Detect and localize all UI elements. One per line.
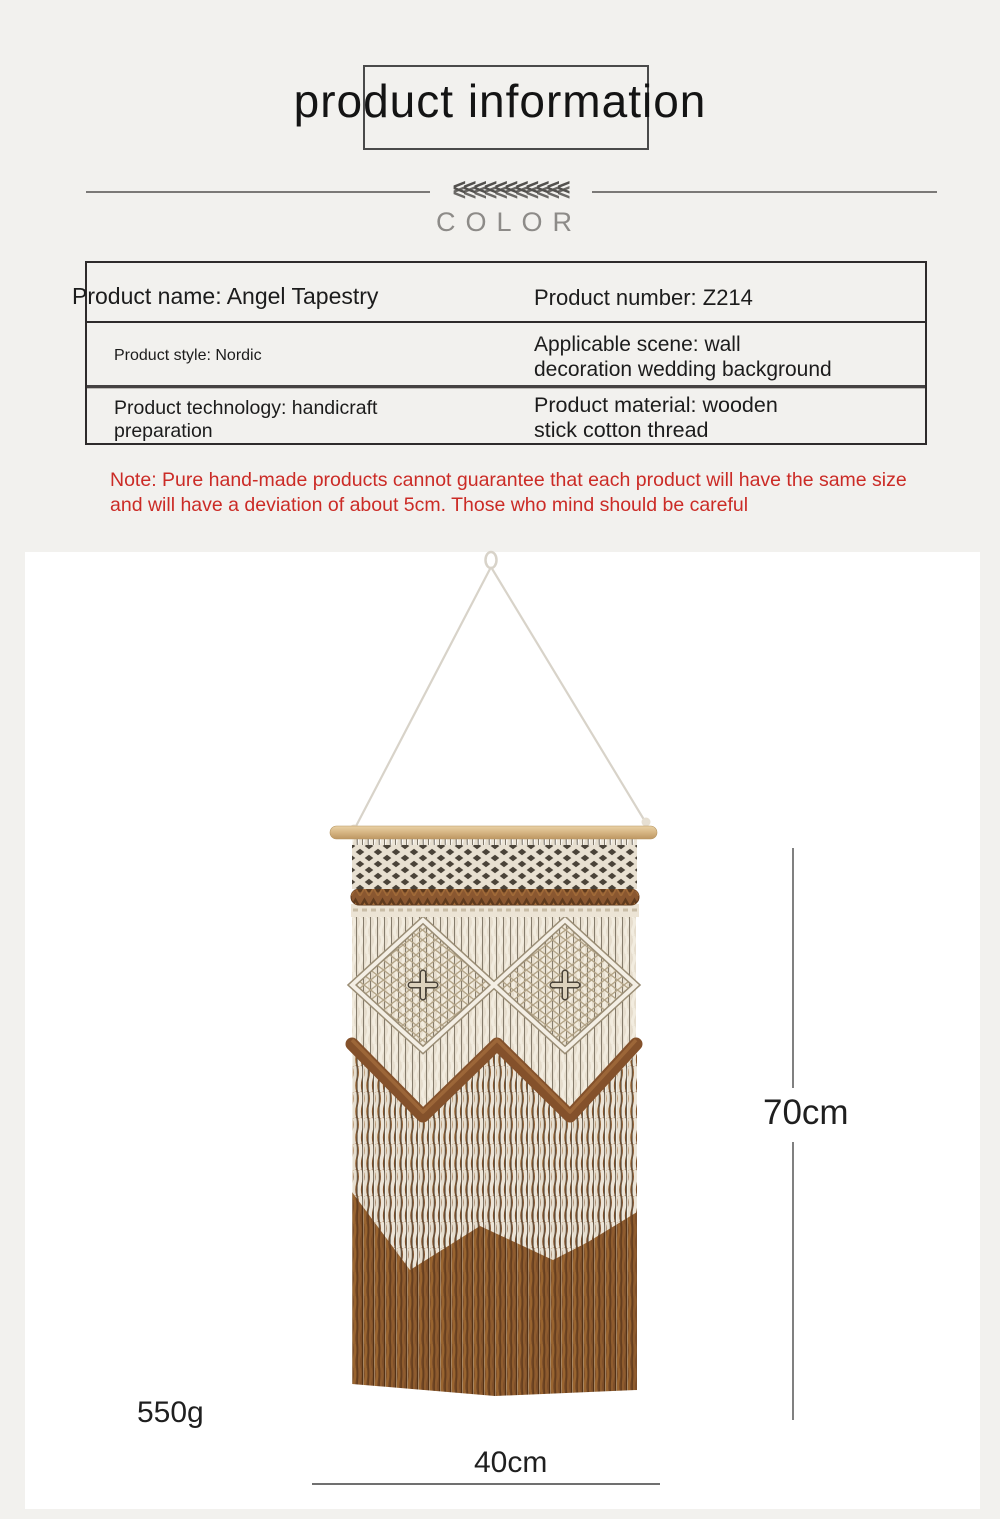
cell-product-name: Product name: Angel Tapestry [72,283,379,309]
chevron-arrows-icon: <<<<<<<<<<< [452,174,568,200]
cell-product-number: Product number: Z214 [534,285,753,310]
wooden-stick [330,826,657,839]
color-section-label: COLOR [435,207,583,237]
page-title: product information [293,75,707,127]
mesh-band [352,838,637,889]
cell-product-style: Product style: Nordic [114,347,262,364]
hanging-cord [350,552,651,834]
height-label: 70cm [763,1093,849,1132]
cell-product-technology: Product technology: handicraft preparation [114,397,378,442]
cell-applicable-scene: Applicable scene: wall decoration wedding background [534,333,832,381]
knot-row [351,904,639,917]
width-label: 40cm [474,1446,548,1479]
braid-band [351,889,639,905]
weight-label: 550g [137,1396,204,1429]
cell-product-material: Product material: wooden stick cotton thread [534,393,778,443]
handmade-note: Note: Pure hand-made products cannot guarantee that each product will have the same size and will have a deviation of about 5cm. Those who mind should be careful [110,469,907,516]
